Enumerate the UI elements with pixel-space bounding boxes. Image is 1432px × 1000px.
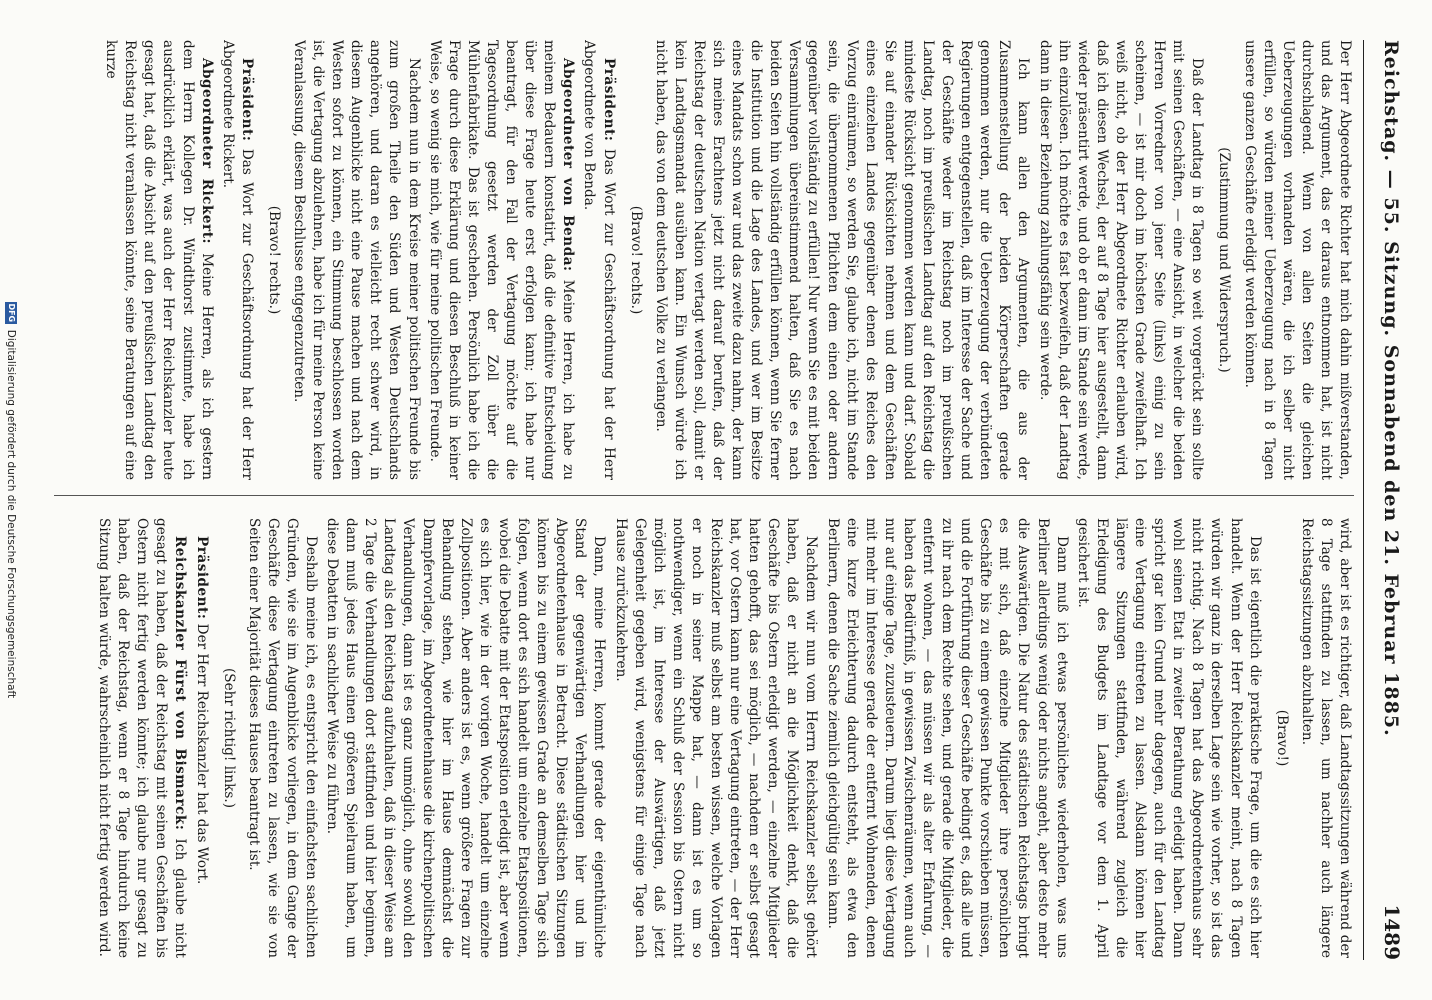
speaker-name: Präsident: <box>238 58 255 142</box>
speaker-name: Abgeordneter Rickert: <box>198 58 215 244</box>
paragraph: Das ist eigentlich die praktische Frage, um die es sich hier handelt. Wenn der Herr Reichskanzler meint, nach 8 Tagen würden wir ganz in derselben Lage sein wie vorher, so ist das nicht richtig. Nach 8 Tagen hat das Abgeordnetenhaus sehr wohl seinen Etat in zweiter Berathung erledigt haben. Dann spricht gar kein Grund mehr dagegen, auch für den Landtag eine Vertagung eintreten zu lassen. Alsdann können hier längere Sitzungen stattfinden, während zugleich die Erledigung des Budgets im Landtage vor dem 1. April gesichert ist. <box>1074 518 1263 958</box>
remark: (Bravo!) <box>1273 709 1290 767</box>
remark: (Zustimmung und Widerspruch.) <box>1216 147 1233 373</box>
speech <box>579 40 617 480</box>
page-title: Reichstag. — 55. Sitzung. Sonnabend den 21. Februar 1885. <box>1380 40 1402 737</box>
page-number: 1489 <box>1380 904 1404 960</box>
speech <box>191 518 210 958</box>
paragraph: Dann muß ich etwas persönliches wiederholen, was uns Berliner allerdings wenig oder nichts angeht, aber desto mehr die Auswärtigen. Die Natur des städtischen Reichstags bringt es mit sich, daß einzelne Mitglieder ihre persönlichen Geschäfte bis zu einem gewissen Punkte vorschieben müssen, und die Fortführung dieser Geschäfte bedingt es, daß alle und zu ihr nach dem Rechte sehen, und gerade die Mitglieder, die entfernt wohnen, — das müssen wir als alter Erfahrung, — haben das Bedürfniß, in gewissen Zwischenräumen, wenn auch nur auf einige Tage, zuzusteuern. Darum liegt diese Vertagung mit mehr im Interesse gerade der entfernt Wohnenden, denen eine kurze Erleichterung dadurch entsteht, als etwa den Berlinern, denen die Sache ziemlich gleichgültig sein kann. <box>824 518 1070 958</box>
paragraph: Dann, meine Herren, kommt gerade der eigenthümliche Stand der gegenwärtigen Verhandlungen hier und im Abgeordnetenhause in Betracht. Diese städtischen Sitzungen können bis zu einem gewissen Grade an demselben Tage sich folgen, wenn dort es sich handelt um einzelne Etatspositionen, wobei die Debatte mit der Etatsposition erledigt ist, aber wenn es sich hier, wie in der vorigen Woche, handelt um einzelne Zollpositionen. Aber anders ist es, wenn größere Fragen zur Behandlung stehen, wie hier im Hause demnächst die Dampfervorlage, im Abgeordnetenhause die kirchenpolitischen Verhandlungen, dann ist es ganz unmöglich, ohne sowohl den Landtag als den Reichstag aufzuhalten, daß in dieser Weise am 2 Tage die Verhandlungen dort stattfinden und hier beginnen, dann muß jedes Haus einen größeren Spielraum haben, um diese Debatten in sachlicher Weise zu führen. <box>324 518 608 958</box>
page-header <box>1363 40 1404 960</box>
paragraph: wird, aber ist es richtiger, daß Landtagssitzungen während der 8 Tage stattfinden zu lassen, um nachher auch längere Reichstagssitzungen abzuhalten. <box>1298 518 1353 958</box>
speech-text: Ich glaube nicht gesagt zu haben, daß der Reichstag mit seinen Geschäften bis Ostern nicht fertig werden könnte; ich glaube nur gesagt zu haben, daß der Reichstag, wenn er 8 Tage hindurch keine Sitzung halten würde, wahrscheinlich nicht fertig werden wird. <box>96 518 189 958</box>
speech-text: Meine Herren, ich habe zu meinem Bedauern konstatirt, daß die definitive Entscheidung über diese Frage heute erst erfolgen kann; ich habe nur beantragt, für den Fall der Vertagung möchte auf die Tagesordnung gesetzt werden der Zoll über die Mühlenfabrikate. Das ist geschehen. Persönlich habe ich die Frage durch diese Erklärung und diesen Beschluß in keiner Weise, so wenig sie mich, wie für meine politischen Freunde. <box>426 40 577 480</box>
remark: (Bravo! rechts.) <box>265 205 282 315</box>
speech <box>425 40 578 480</box>
digitization-text: Digitalisierung gefördert durch die Deutsche Forschungsgemeinschaft <box>5 329 17 699</box>
speech <box>101 40 216 480</box>
column-divider <box>54 495 1354 496</box>
column-right-of-spread <box>54 40 1354 480</box>
speech <box>94 518 189 958</box>
speaker-name: Abgeordneter von Benda: <box>560 58 577 272</box>
speech-text: Der Herr Reichskanzler hat das Wort. <box>193 623 210 885</box>
speaker-name: Präsident: <box>193 536 210 620</box>
paragraph: Der Herr Abgeordnete Richter hat mich dahin mißverstanden, und das Argument, das er daraus entnommen hat, ist nicht durchschlagend. Wenn von allen Seiten die gleichen Ueberzeugungen vorhanden wären, die ich selber nicht erfüllen, so würden meiner Ueberzeugung nach in 8 Tagen unsere ganzen Geschäfte erledigt werden können. <box>1241 40 1353 480</box>
paragraph: Ich kann allen den Argumenten, die aus der Zusammenstellung der beiden Körperschaften gerade genommen werden, nur die Ueberzeugung der verbündeten Regierungen entgegenstellen, daß im Interesse der Sache und der Geschäfte weder im Reichstag noch im preußischen Landtag, noch im preußischen Landtag auf den Reichstag die mindeste Rücksicht genommen werden kann und darf. Sobald Sie auf einander Rücksichten nehmen und dem Geschäften eines einzelnen Landes gegenüber denen des Reiches den Vorzug einräumen, so werden Sie, glaube ich, nicht im Stande sein, die übernommenen Pflichten dem einen oder andern gegenüber vollständig zu erfüllen! Nur wenn Sie es mit beiden Versammlungen übereinstimmend halten, daß Sie es nach beiden Seiten hin vollständig erfüllen können, wenn Sie ferner die Institution und die Lage des Landes, und wer im Besitze eines Mandats schon war und das zweite dazu nahm, der kann sich meines Erachtens jetzt nicht darauf berufen, daß der Reichstag der deutschen Nation vertagt werden soll, damit er kein Landtagsmandat ausüben kann. Ein Wunsch würde ich nicht haben, das von dem deutschen Volke zu verlangen. <box>652 40 1032 480</box>
remark: (Sehr richtig! links.) <box>220 667 237 809</box>
digitization-note <box>0 0 22 1000</box>
paragraph: Nachdem nun in dem Kreise meiner politischen Freunde bis zum großen Theile den Süden und Westen Deutschlands angehören, und daran es vielleicht recht schwer wird, in diesem Augenblicke nicht eine Pause machen und nach dem Westen sofort zu können, ein Stimmung beschlossen worden ist, die Vertagung abzulehnen, habe ich für meine Person keine Veranlassung, diesem Beschlusse entgegenzutreten. <box>291 40 422 480</box>
paragraph: Daß der Landtag in 8 Tagen so weit vorgerückt sein sollte mit seinen Geschäften, — eine Ansicht, in welcher die beiden Herren Vorredner von jener Seite (links) einig zu sein scheinen, — ist mir doch im höchsten Grade zweifelhaft. Ich weiß nicht, ob der Herr Abgeordnete Richter erlauben wird, daß ich diesen Wechsel, der auf 8 Tage hier ausgestellt, dann wieder präsentirt werde, und ob er dann im Stande sein werde, ihn einzulösen. Ich möchte es fast bezweifeln, daß der Landtag dann in dieser Beziehung zahlungsfähig sein werde. <box>1036 40 1206 480</box>
speech <box>218 40 256 480</box>
remark: (Bravo! rechts.) <box>627 205 644 315</box>
column-left-of-spread <box>74 518 1354 958</box>
paragraph: Deshalb meine ich, es entspricht den einfachsten sachlichen Gründen, wie sie im Augenblicke vorliegen, in dem Gange der Geschäfte diese Vertagung eintreten zu lassen, wie sie von Seiten einer Majorität dieses Hauses beantragt ist. <box>245 518 320 958</box>
speaker-name: Präsident: <box>600 58 617 142</box>
paragraph: Nachdem wir nun vom Herrn Reichskanzler selbst gehört haben, daß er nicht an die Möglichkeit denkt, daß die Geschäfte bis Ostern erledigt werden, — einzelne Mitglieder hatten gehofft, das sei möglich, — nachdem er selbst gesagt hat, vor Ostern kann nur eine Vertagung eintreten, — der Herr Reichskanzler muß selbst am besten wissen, welche Vorlagen er noch in seiner Mappe hat, — dann ist es um so nothwendiger, wenn ein Schluß der Session bis Ostern nicht möglich ist, im Interesse der Auswärtigen, daß jetzt Gelegenheit gegeben wird, wenigstens für einige Tage nach Hause zurückzukehren. <box>612 518 820 958</box>
dfg-logo: DFG <box>7 303 16 323</box>
speech-text: Meine Herren, als ich gestern dem Herrn Kollegen Dr. Windthorst zustimmte, habe ich ausdrücklich erklärt, was auch der Herr Reichskanzler heute gesagt hat, daß die Absicht auf den preußischen Landtag den Reichstag nicht veranlassen könnte, seine Beratungen auf eine kurze <box>103 40 215 480</box>
speech-text: Das Wort zur Geschäftsordnung hat der Herr Abgeordnete Rickert. <box>219 40 255 480</box>
speaker-name: Reichskanzler Fürst von Bismarck: <box>172 536 189 831</box>
speech-text: Das Wort zur Geschäftsordnung hat der Herr Abgeordnete von Benda. <box>581 40 617 480</box>
